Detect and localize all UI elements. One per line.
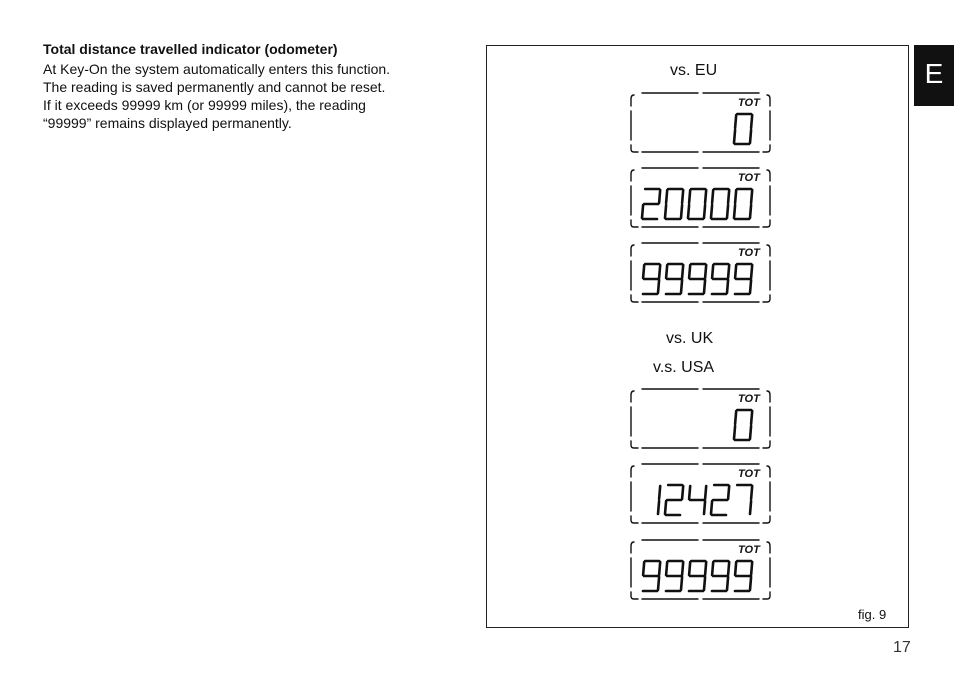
eu-label: vs. EU: [670, 62, 718, 79]
odometer-display-us-99999: [628, 537, 773, 601]
paragraph-line: At Key-On the system automatically enters this function.: [43, 61, 391, 77]
tot-indicator: TOT: [738, 544, 760, 556]
odometer-display-eu-99999: [628, 240, 773, 304]
tot-indicator: TOT: [738, 172, 760, 184]
paragraph-line: “99999” remains displayed permanently.: [43, 115, 292, 131]
odometer-display-eu-0: [628, 90, 773, 154]
figure-caption: fig. 9: [858, 607, 887, 622]
section-paragraph: [43, 60, 463, 132]
odometer-reading: [643, 264, 752, 294]
odometer-display-us-12427: [628, 461, 773, 525]
odometer-reading: [643, 561, 752, 591]
odometer-display-eu-20000: [628, 165, 773, 229]
uk-label: vs. UK: [666, 330, 714, 347]
tot-indicator: TOT: [738, 97, 760, 109]
paragraph-line: The reading is saved permanently and cannot be reset.: [43, 79, 386, 95]
odometer-reading: [734, 114, 752, 144]
odometer-reading: [734, 410, 752, 440]
section-heading: Total distance travelled indicator (odometer): [43, 41, 338, 57]
odometer-reading: [658, 485, 752, 515]
tot-indicator: TOT: [738, 247, 760, 259]
odometer-reading: [642, 189, 752, 219]
odometer-display-us-0: [628, 386, 773, 450]
language-tab: E: [914, 45, 954, 106]
tot-indicator: TOT: [738, 393, 760, 405]
usa-label: v.s. USA: [653, 359, 715, 376]
tot-indicator: TOT: [738, 468, 760, 480]
page-number: 17: [893, 639, 911, 656]
paragraph-line: If it exceeds 99999 km (or 99999 miles), the reading: [43, 97, 366, 113]
